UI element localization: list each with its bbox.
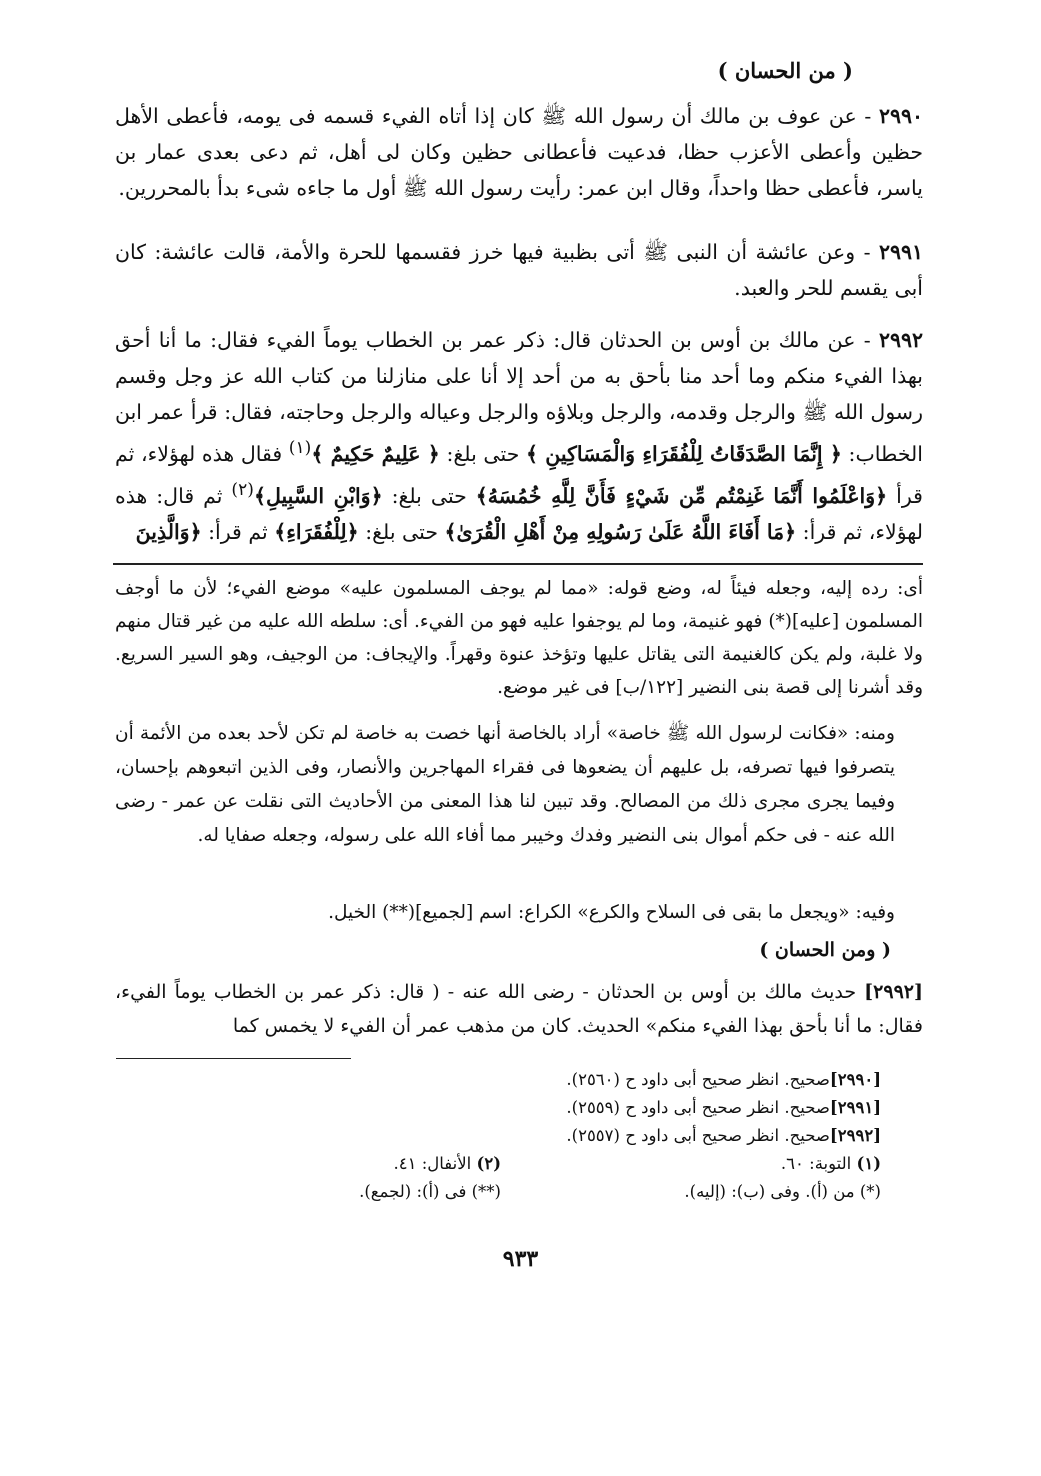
- commentary-para-1: أى: رده إليه، وجعله فيئاً له، وضع قوله: «مما لم يوجف المسلمون عليه» موضع الفيء؛ لأن ما أوجف المسلمون [عليه](*) فهو غنيمة، وما لم يوجفوا عليه فهو من الفيء. أى: سلطه الله عليه من غير قتال منهم ولا غلبة، ولم يكن كالغنيمة التى يقاتل عليها وتؤخذ عنوة وقهراً. والإيجاف: من الوجيف، وهو السير السريع. وقد أشرنا إلى قصة بنى النضير [١٢٢/ب] فى غير موضع.: [115, 578, 923, 698]
- footnote-2: [121, 1150, 501, 1178]
- page-number: ٩٣٣: [502, 1246, 539, 1272]
- footnote-number: [٢٩٩١]: [829, 1098, 881, 1117]
- quran-verse: ﴿ إِنَّمَا الصَّدَقَاتُ لِلْفُقَرَاءِ وَالْمَسَاكِينِ ﴾: [526, 441, 842, 466]
- footnote-text: صحيح. انظر صحيح أبى داود ح (٢٥٥٩).: [566, 1098, 830, 1117]
- footnote-mark: (١): [856, 1154, 881, 1173]
- footnote-ref: (٢): [231, 479, 254, 500]
- hadith-text: - وعن عائشة أن النبى ﷺ أتى بظبية فيها خرز فقسمها للحرة والأمة، قالت عائشة: كان أبى يقسم للحر والعبد.: [115, 240, 923, 300]
- quran-verse: ﴿لِلْفُقَرَاءِ﴾: [274, 519, 359, 544]
- commentary-para-3: وفيه: «ويجعل ما بقى فى السلاح والكرع» الكراع: اسم [لجميع](**) الخيل.: [328, 902, 895, 923]
- footnote-text: صحيح. انظر صحيح أبى داود ح (٢٥٥٧).: [566, 1126, 830, 1145]
- hadith-text: فقال هذه لهؤلاء، ثم قرأ: [115, 441, 923, 508]
- hadith-text: ثم قال: هذه لهؤلاء، ثم قرأ:: [115, 483, 923, 544]
- quran-verse: ﴿وَالَّذِينَ: [135, 519, 202, 544]
- footnote-2991: [121, 1094, 881, 1122]
- footnotes: [121, 1066, 881, 1206]
- footnote-text: صحيح. انظر صحيح أبى داود ح (٢٥٦٠).: [566, 1070, 830, 1089]
- hadith-text: - عن مالك بن أوس بن الحدثان قال: ذكر عمر بن الخطاب يوماً الفيء فقال: ما أنا أحق بهذا الفيء منكم وما أحد منا بأحق به من أحد إلا أنا على منازلنا من كتاب الله عز وجل وقسم رسول الله ﷺ والرجل وقدمه، والرجل وبلاؤه والرجل وعياله والرجل وحاجته، فقال: قرأ عمر ابن الخطاب:: [115, 328, 923, 466]
- commentary-para-2: ومنه: «فكانت لرسول الله ﷺ خاصة» أراد بالخاصة أنها خصت به خاصة لم تكن لأحد بعده من الأئمة أن يتصرفوا فيها تصرفه، بل عليهم أن يضعوها فى فقراء المهاجرين والأنصار، وفى الذين اتبعوهم بإحسان، وفيما يجرى مجرى ذلك من المصالح. وقد تبين لنا هذا المعنى من الأحاديث التى نقلت عن عمر - رضى الله عنه - فى حكم أموال بنى النضير وفدك وخيبر مما أفاء الله على رسوله، وجعله صفايا له.: [115, 723, 895, 846]
- commentary-para-4: [115, 975, 923, 1043]
- subheading: ( ومن الحسان ): [759, 939, 891, 961]
- footnote-number: [٢٩٩٠]: [829, 1070, 881, 1089]
- quran-verse: ﴿وَاعْلَمُوا أَنَّمَا غَنِمْتُم مِّن شَيْءٍ فَأَنَّ لِلَّهِ خُمُسَهُ﴾: [475, 483, 888, 508]
- hadith-number: [٢٩٩٢]: [864, 981, 923, 1003]
- footnote-mark: (٢): [476, 1154, 501, 1173]
- footnote-star: [501, 1178, 881, 1206]
- footnote-2990: [121, 1066, 881, 1094]
- hadith-2990: [115, 98, 923, 206]
- hadith-text: حتى بلغ:: [391, 483, 467, 508]
- hadith-text: ثم قرأ:: [208, 519, 268, 544]
- hadith-text: حتى بلغ:: [446, 441, 520, 466]
- quran-verse: ﴿مَا أَفَاءَ اللَّهُ عَلَىٰ رَسُولِهِ مِنْ أَهْلِ الْقُرَىٰ﴾: [444, 519, 797, 544]
- hadith-number: ٢٩٩٢: [878, 328, 923, 352]
- footnote-divider: [116, 1058, 351, 1059]
- footnote-text: التوبة: ٦٠.: [780, 1154, 852, 1173]
- main-divider: [113, 563, 923, 565]
- footnote-text: الأنفال: ٤١.: [393, 1154, 472, 1173]
- commentary-text: حديث مالك بن أوس بن الحدثان - رضى الله عنه - ( قال: ذكر عمر بن الخطاب يوماً الفيء، فقال: ما أنا بأحق بهذا الفيء منكم» الحديث. كان من مذهب عمر أن الفيء لا يخمس كما: [115, 981, 923, 1037]
- hadith-number: ٢٩٩٠: [878, 104, 923, 128]
- footnote-text: من (أ). وفى (ب): (إليه).: [684, 1182, 855, 1201]
- hadith-text: - عن عوف بن مالك أن رسول الله ﷺ كان إذا أتاه الفيء قسمه فى يومه، فأعطى الأهل حظين وأعطى الأعزب حظا، فدعيت فأعطانى حظين وكان لى أهل، ثم دعى بعدى عمار بن ياسر، فأعطى حظا واحداً، وقال ابن عمر: رأيت رسول الله ﷺ أول ما جاءه شىء بدأ بالمحررين.: [115, 104, 923, 200]
- section-header: ( من الحسان ): [717, 58, 853, 83]
- footnote-number: [٢٩٩٢]: [829, 1126, 881, 1145]
- footnote-row: [121, 1178, 881, 1206]
- hadith-number: ٢٩٩١: [878, 240, 923, 264]
- footnote-double-star: [121, 1178, 501, 1206]
- hadith-2992: [115, 322, 923, 550]
- quran-verse: ﴿ عَلِيمٌ حَكِيمٌ ﴾: [311, 441, 440, 466]
- footnote-text: فى (أ): (لجمع).: [359, 1182, 467, 1201]
- footnote-row: [121, 1150, 881, 1178]
- footnote-2992: [121, 1122, 881, 1150]
- quran-verse: ﴿وَابْنِ السَّبِيلِ﴾: [253, 483, 383, 508]
- footnote-ref: (١): [288, 438, 312, 458]
- footnote-1: [501, 1150, 881, 1178]
- footnote-mark: (*): [859, 1182, 881, 1201]
- hadith-text: حتى بلغ:: [365, 519, 438, 544]
- footnote-mark: (**): [471, 1182, 501, 1201]
- hadith-2991: [115, 234, 923, 306]
